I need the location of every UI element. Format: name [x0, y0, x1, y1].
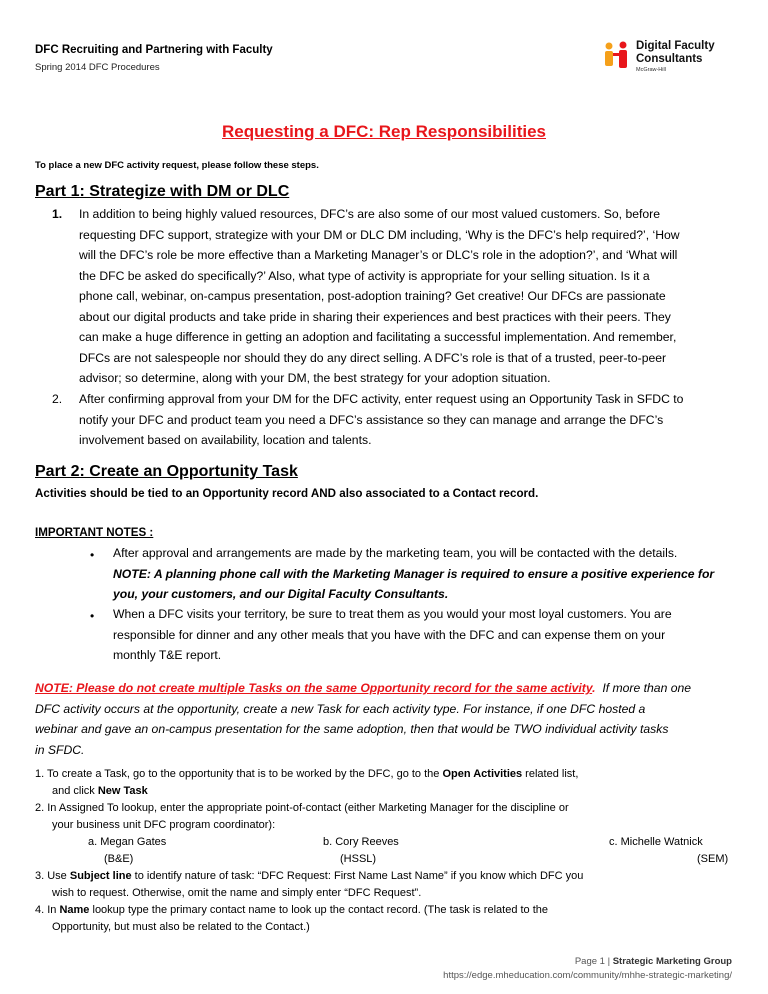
step-4: 4. In Name lookup type the primary contact name to look up the contact record. (The task is related to the: [35, 904, 549, 916]
intro-text: To place a new DFC activity request, please follow these steps.: [35, 160, 319, 171]
item1-line: In addition to being highly valued resources, DFC’s are also some of our most valued customers. So, before: [79, 207, 661, 221]
bullet2-line: When a DFC visits your territory, be sure to treat them as you would your most loyal customers. You are: [113, 607, 672, 621]
part2-subheading: Activities should be tied to an Opportunity record AND also associated to a Contact record.: [35, 487, 539, 500]
note-line: If more than one: [602, 681, 692, 695]
item2-number: 2.: [52, 392, 63, 406]
contact-a-unit: (B&E): [104, 853, 134, 865]
step-3: 3. Use Subject line to identify nature of task: “DFC Request: First Name Last Name” if you know which DFC you: [35, 870, 584, 882]
item2-line: After confirming approval from your DM for the DFC activity, enter request using an Opportunity Task in SFDC to: [79, 392, 684, 406]
open-activities-label: Open Activities: [442, 768, 523, 780]
item1-line: requesting DFC support, strategize with your DM or DLC DM including, ‘Why is the DFC’s help required?’, ‘How: [79, 227, 680, 242]
part1-heading: Part 1: Strategize with DM or DLC: [35, 183, 290, 200]
item1-line: phone call, webinar, on-campus presentation, post-adoption training? Get creative! Our DFCs are passionate: [79, 289, 666, 303]
note-line: in SFDC.: [35, 742, 85, 757]
item1-line: DFCs are not salespeople nor should they do any direct selling. A DFC’s role is that of a trusted, peer-to-peer: [79, 350, 667, 365]
item1-number: 1.: [52, 207, 63, 221]
footer-group: Strategic Marketing Group: [612, 956, 732, 967]
contact-b: b. Cory Reeves: [323, 836, 399, 848]
logo-line1: Digital Faculty: [636, 40, 715, 52]
item2-text: [79, 389, 683, 451]
part2-heading: Part 2: Create an Opportunity Task: [35, 463, 298, 480]
important-notes-label: IMPORTANT NOTES :: [35, 526, 154, 539]
footer-url: https://edge.mheducation.com/community/mhhe-strategic-marketing/: [443, 970, 732, 981]
bullet-icon: •: [90, 609, 95, 623]
item1-text: [79, 204, 680, 389]
subject-line-label: Subject line: [69, 870, 132, 882]
bullet-icon: •: [90, 548, 95, 562]
note-line: DFC activity occurs at the opportunity, create a new Task for each activity type. For instance, if one DFC hosted a: [35, 701, 646, 716]
contact-c-unit: (SEM): [697, 853, 729, 865]
red-note-tail: .: [592, 681, 596, 695]
red-note: NOTE: Please do not create multiple Tasks on the same Opportunity record for the same activity: [35, 681, 593, 695]
item1-line: can make a huge difference in getting an adoption and facilitating a successful implementation. And remember,: [79, 330, 677, 344]
steps-list-cont: 3. Use Subject line to identify nature of task: “DFC Request: First Name Last Name” if you know which DFC you wish to request. Otherwise, omit the name and simply enter “DFC Request”. 4. In Name lookup type the primary contact name to look up the contact record. (The task is related to the Opportunity, but must also be related to the Contact.): [35, 868, 735, 936]
contact-b-unit: (HSSL): [340, 853, 377, 865]
item1-line: advisor; so determine, along with your DM, the best strategy for your adoption situation.: [79, 371, 551, 385]
logo-figures-icon: [602, 40, 634, 74]
item2-line: notify your DFC and product team you need a DFC’s assistance so they can manage and arrange the DFC’s: [79, 412, 664, 427]
step-1: 1. To create a Task, go to the opportunity that is to be worked by the DFC, go to the Open Activities related list,: [35, 768, 579, 780]
multiple-tasks-note: [35, 678, 735, 760]
steps-list: 1. To create a Task, go to the opportunity that is to be worked by the DFC, go to the Open Activities related list, and click New Task 2. In Assigned To lookup, enter the appropriate point-of-contact (either Marketing Manager for the discipline or your business unit DFC program coordinator):: [35, 766, 735, 834]
contact-a: a. Megan Gates: [88, 836, 167, 848]
footer-page: Page 1 | Strategic Marketing Group: [574, 956, 732, 967]
logo-sub: McGraw-Hill: [636, 67, 666, 73]
bullet1-text: [113, 543, 714, 605]
planning-call-note: you, your customers, and our Digital Faculty Consultants.: [113, 587, 449, 601]
logo-line2: Consultants: [636, 53, 703, 65]
note-line: webinar and gave an on-campus presentation for the same adoption, then that would be TWO individual activity tasks: [35, 722, 669, 736]
item1-line: the DFC be asked do specifically?’ Also, what type of activity is appropriate for your selling situation. Is it a: [79, 268, 650, 283]
header-subtitle: Spring 2014 DFC Procedures: [35, 62, 160, 73]
bullet1-line: After approval and arrangements are made by the marketing team, you will be contacted with the details.: [113, 546, 678, 560]
planning-call-note: NOTE: A planning phone call with the Marketing Manager is required to ensure a positive experience for: [113, 566, 715, 581]
item2-line: involvement based on availability, location and talents.: [79, 433, 372, 447]
bullet2-line: responsible for dinner and any other meals that you have with the DFC and can expense them on your: [113, 627, 666, 642]
contact-c: c. Michelle Watnick: [609, 836, 703, 848]
item1-line: about our digital products and take pride in sharing their experiences and best practices with their peers. They: [79, 309, 671, 324]
name-label: Name: [59, 904, 90, 916]
dfc-logo: [602, 38, 742, 88]
document-title: Requesting a DFC: Rep Responsibilities: [222, 122, 546, 141]
new-task-label: New Task: [97, 785, 148, 797]
item1-line: will the DFC’s role be more effective than a Marketing Manager’s or DLC’s role in the adoption?’, and ‘What will: [79, 248, 678, 262]
step-2: 2. In Assigned To lookup, enter the appropriate point-of-contact (either Marketing Manager for the discipline or: [35, 802, 569, 814]
bullet2-line: monthly T&E report.: [113, 648, 222, 662]
header-title: DFC Recruiting and Partnering with Faculty: [35, 44, 273, 56]
bullet2-text: [113, 604, 672, 666]
